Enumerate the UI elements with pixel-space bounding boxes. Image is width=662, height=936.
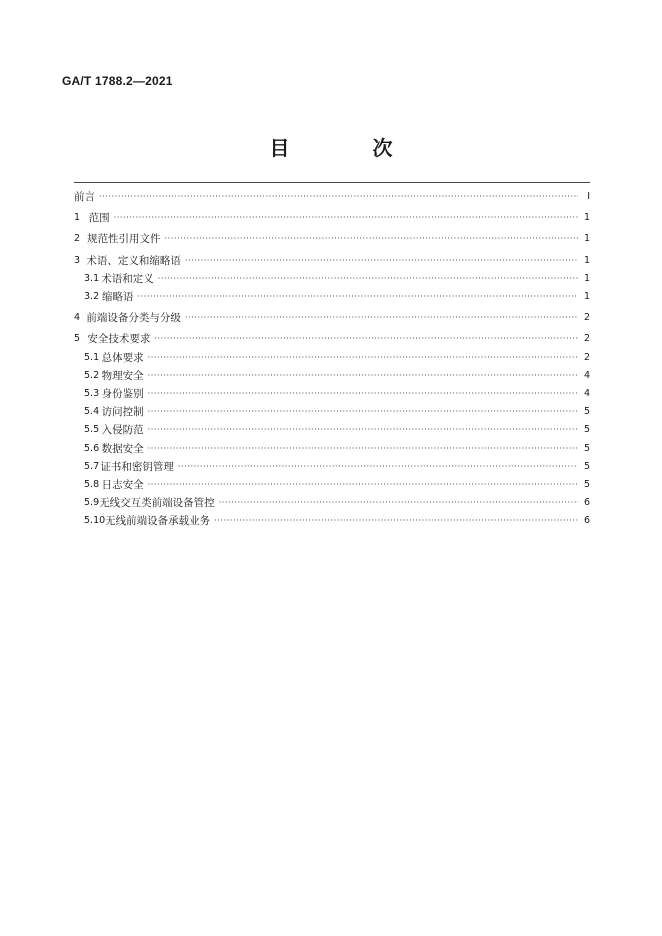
toc-entry-page: 5 — [583, 478, 590, 490]
toc-entry-5-6[interactable] — [74, 439, 590, 457]
toc-entry-label: 证书和密钥管理 — [100, 460, 174, 473]
toc-entry-label: 安全技术要求 — [87, 333, 151, 346]
dot-leader — [148, 367, 578, 385]
toc-entry-page: 5 — [583, 406, 590, 418]
toc-entry-number: 3 — [74, 254, 81, 266]
toc-entry-page: 1 — [583, 212, 590, 224]
toc-entry-5-3[interactable] — [74, 385, 590, 403]
toc-entry-label: 入侵防范 — [101, 424, 144, 437]
toc-entry-page: 5 — [583, 424, 590, 436]
dot-leader — [148, 421, 578, 439]
toc-entry-page: 4 — [583, 387, 590, 399]
toc-entry-5-10[interactable] — [74, 512, 590, 530]
dot-leader — [154, 330, 578, 348]
toc-entry-5-8[interactable] — [74, 476, 590, 494]
toc-entry-page: 1 — [583, 233, 590, 245]
dot-leader — [219, 494, 578, 512]
toc-entry-page: Ⅰ — [587, 191, 590, 203]
toc-entry-2[interactable] — [74, 230, 590, 248]
toc-entry-5-1[interactable] — [74, 349, 590, 367]
toc-entry-5-9[interactable] — [74, 494, 590, 512]
dot-leader — [158, 270, 578, 288]
toc-entry-label: 身份鉴别 — [101, 387, 144, 400]
toc-entry-label: 无线交互类前端设备管控 — [99, 497, 215, 510]
toc-entry-number: 5.4 — [84, 406, 100, 418]
toc-entry-5[interactable] — [74, 330, 590, 348]
toc-entry-label: 范围 — [88, 212, 110, 225]
toc-entry-label: 术语、定义和缩略语 — [86, 254, 181, 267]
toc-entry-label: 物理安全 — [101, 369, 144, 382]
toc-entry-5-7[interactable] — [74, 458, 590, 476]
toc-entry-label: 访问控制 — [101, 406, 144, 419]
toc-entry-number: 5.8 — [84, 478, 100, 490]
toc-entry-number: 5.9 — [84, 497, 100, 509]
toc-entry-number: 5.1 — [84, 351, 100, 363]
toc-entry-4[interactable] — [74, 309, 590, 327]
dot-leader — [185, 252, 578, 270]
toc-entry-number: 1 — [74, 212, 81, 224]
toc-entry-page: 6 — [583, 497, 590, 509]
dot-leader — [148, 349, 578, 367]
toc-entry-number: 5.7 — [84, 460, 100, 472]
dot-leader — [214, 512, 578, 530]
toc-entry-page: 5 — [583, 460, 590, 472]
page-title: 目 次 — [269, 136, 431, 160]
toc-entry-5-5[interactable] — [74, 421, 590, 439]
toc-entry-number: 3.2 — [84, 291, 100, 303]
toc-entry-number: 4 — [74, 312, 81, 324]
toc-entry-preface[interactable] — [74, 188, 590, 206]
dot-leader — [148, 385, 578, 403]
dot-leader — [138, 288, 578, 306]
dot-leader — [114, 209, 578, 227]
dot-leader — [165, 230, 578, 248]
dot-leader — [148, 403, 578, 421]
title-divider — [74, 182, 590, 183]
toc-entry-page: 2 — [583, 333, 590, 345]
toc-entry-3-2[interactable] — [74, 288, 590, 306]
toc-entry-page: 1 — [583, 254, 590, 266]
toc-entry-page: 4 — [583, 369, 590, 381]
toc-entry-page: 2 — [583, 312, 590, 324]
toc-entry-page: 1 — [583, 291, 590, 303]
toc-entry-number: 5.10 — [84, 515, 106, 527]
toc-entry-label: 缩略语 — [102, 291, 134, 304]
toc-entry-number: 3.1 — [84, 272, 100, 284]
toc-entry-label: 总体要求 — [101, 351, 144, 364]
toc-entry-3[interactable] — [74, 252, 590, 270]
toc-entry-number: 5.2 — [84, 369, 100, 381]
toc-entry-number: 5.6 — [84, 442, 100, 454]
dot-leader — [178, 458, 578, 476]
dot-leader — [99, 188, 578, 206]
dot-leader — [148, 440, 578, 458]
toc-entry-label: 术语和定义 — [101, 272, 154, 285]
toc-entry-3-1[interactable] — [74, 270, 590, 288]
toc-entry-label: 前端设备分类与分级 — [86, 312, 181, 325]
toc-entry-label: 数据安全 — [101, 442, 144, 455]
toc-entry-label: 规范性引用文件 — [87, 233, 161, 246]
toc-entry-number: 2 — [74, 233, 81, 245]
toc-entry-page: 1 — [583, 272, 590, 284]
toc-entry-1[interactable] — [74, 209, 590, 227]
document-code: GA/T 1788.2—2021 — [62, 74, 173, 88]
toc-entry-label: 前言 — [74, 191, 95, 204]
toc-entry-page: 2 — [583, 351, 590, 363]
dot-leader — [185, 309, 578, 327]
toc-entry-number: 5.5 — [84, 424, 100, 436]
toc-entry-label: 日志安全 — [101, 478, 144, 491]
toc-entry-number: 5 — [74, 333, 81, 345]
toc-entry-page: 6 — [583, 515, 590, 527]
toc-entry-number: 5.3 — [84, 387, 100, 399]
toc-entry-5-4[interactable] — [74, 403, 590, 421]
dot-leader — [148, 476, 578, 494]
toc-entry-5-2[interactable] — [74, 367, 590, 385]
toc-entry-label: 无线前端设备承载业务 — [105, 515, 211, 528]
table-of-contents — [74, 188, 590, 530]
toc-entry-page: 5 — [583, 442, 590, 454]
